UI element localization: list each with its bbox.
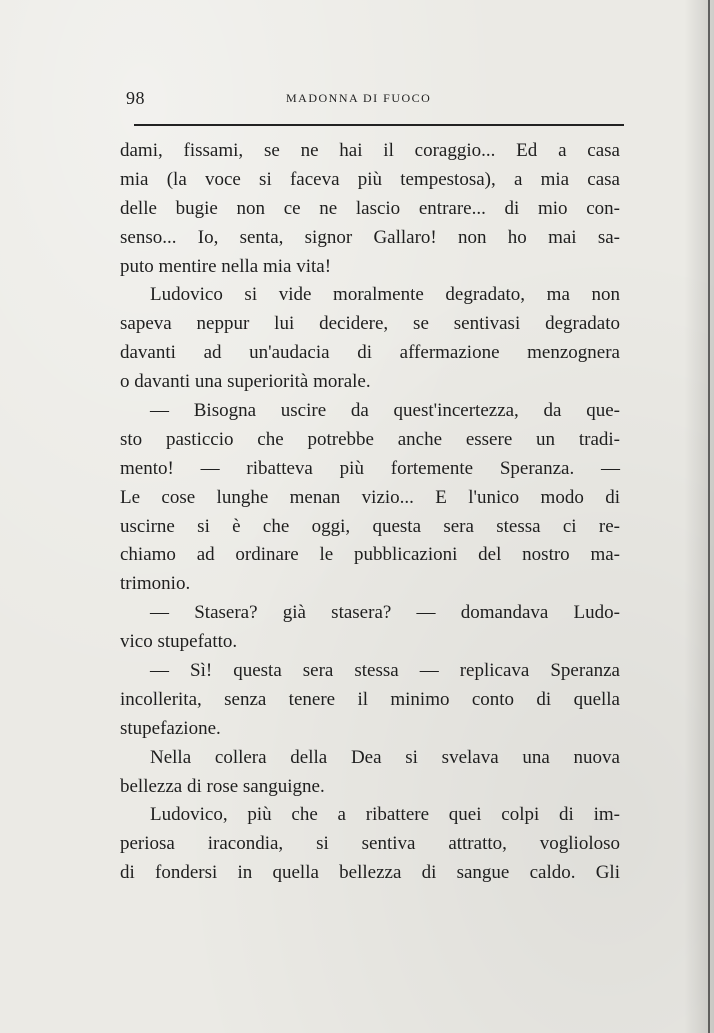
text-line: puto mentire nella mia vita! [120,255,332,277]
text-line: sapeva neppur lui decidere, se sentivasi degradato [120,313,620,335]
text-line: Ludovico, più che a ribattere quei colpi di im- [150,804,620,826]
text-line: di fondersi in quella bellezza di sangue caldo. Gli [120,862,620,884]
page-edge-line [708,0,710,1033]
text-line: incollerita, senza tenere il minimo conto di quella [120,688,620,710]
text-line: mento! — ribatteva più fortemente Speranza. — [120,457,620,479]
text-line: Le cose lunghe menan vizio... E l'unico modo di [120,486,620,508]
text-line: Ludovico si vide moralmente degradato, ma non [150,284,620,306]
body-text [120,137,620,888]
text-line: trimonio. [120,573,191,595]
page-header [126,88,620,110]
text-line: dami, fissami, se ne hai il coraggio... Ed a casa [120,140,620,161]
text-line: uscirne si è che oggi, questa sera stessa ci re- [120,515,620,537]
text-line: delle bugie non ce ne lascio entrare... di mio con- [120,197,620,219]
text-line: davanti ad un'audacia di affermazione menzognera [120,342,620,364]
text-line: — Stasera? già stasera? — domandava Ludo- [150,602,620,624]
text-line: — Bisogna uscire da quest'incertezza, da que- [150,400,620,422]
page-number: 98 [126,88,145,108]
text-line: stupefazione. [120,717,221,739]
text-line: senso... Io, senta, signor Gallaro! non ho mai sa- [120,226,620,248]
text-line: o davanti una superiorità morale. [120,371,371,393]
text-line: periosa iracondia, si sentiva attratto, voglioloso [120,833,620,855]
text-line: — Sì! questa sera stessa — replicava Speranza [150,660,620,682]
text-line: chiamo ad ordinare le pubblicazioni del nostro ma- [120,544,620,566]
running-title: MADONNA DI FUOCO [286,91,432,105]
text-line: vico stupefatto. [120,631,238,653]
text-line: bellezza di rose sanguigne. [120,775,325,797]
text-line: Nella collera della Dea si svelava una nuova [150,746,620,768]
text-line: sto pasticcio che potrebbe anche essere un tradi- [120,428,620,450]
text-line: mia (la voce si faceva più tempestosa), a mia casa [120,168,620,190]
header-rule [134,124,624,126]
